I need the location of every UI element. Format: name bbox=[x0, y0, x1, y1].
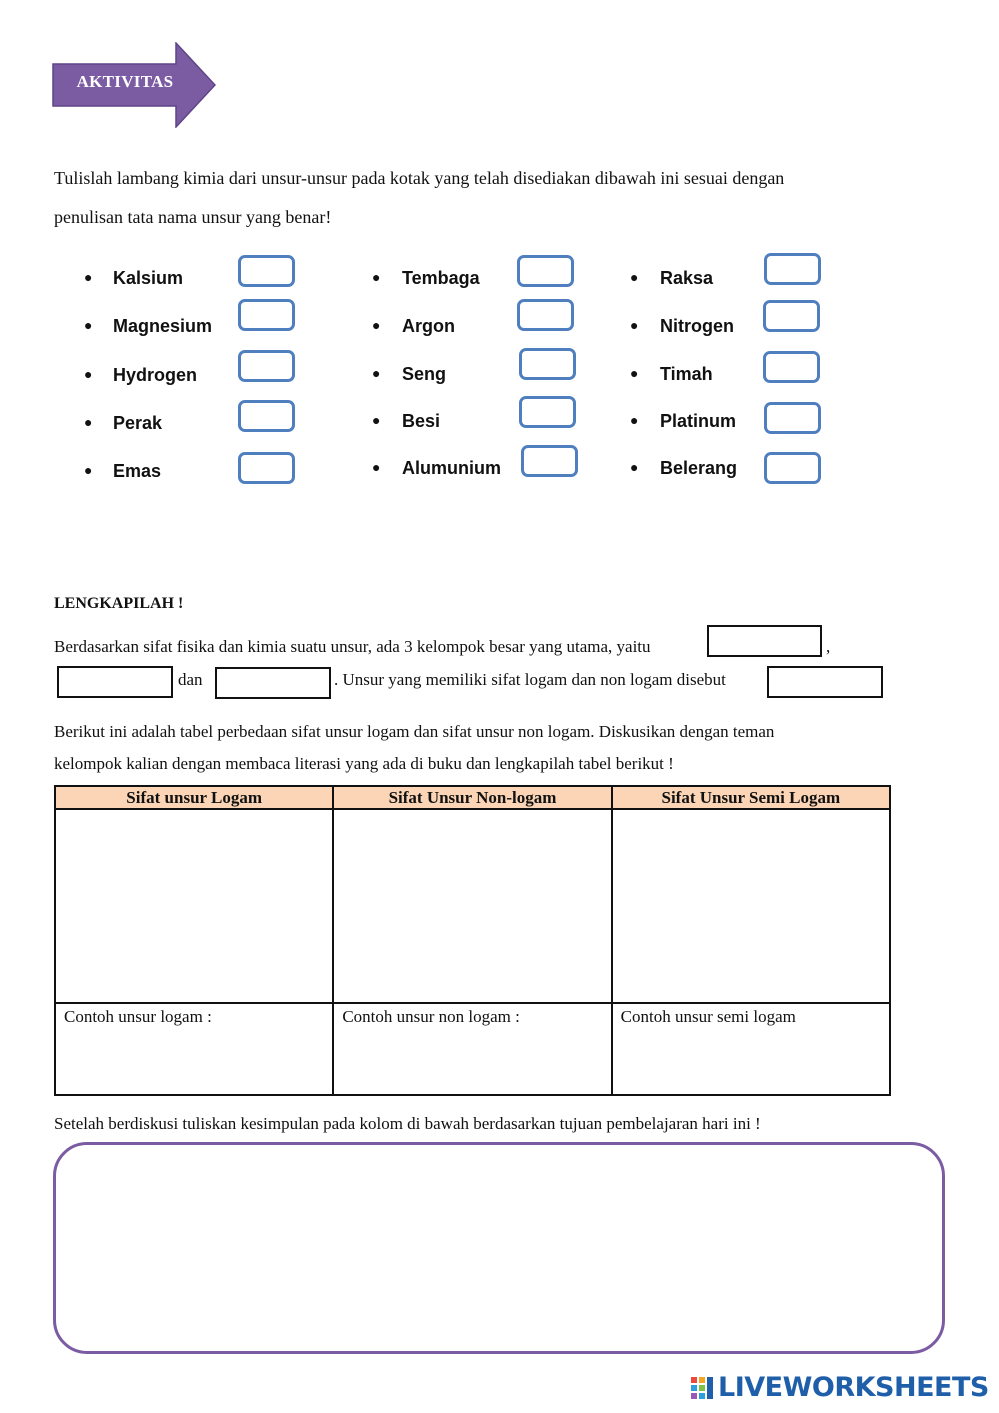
element-label: Raksa bbox=[660, 268, 714, 288]
symbol-answer-box[interactable] bbox=[517, 299, 574, 331]
symbol-answer-box[interactable] bbox=[764, 452, 821, 484]
table-header-row bbox=[55, 786, 890, 809]
symbol-answer-box[interactable] bbox=[238, 400, 295, 432]
metal-example-cell[interactable]: Contoh unsur logam : bbox=[55, 1003, 333, 1095]
element-label: Perak bbox=[113, 413, 163, 433]
bullet: ● bbox=[372, 461, 381, 476]
nonmetal-example-cell[interactable]: Contoh unsur non logam : bbox=[333, 1003, 611, 1095]
bullet: ● bbox=[372, 367, 381, 382]
table-intro-line-2: kelompok kalian dengan membaca literasi yang ada di buku dan lengkapilah tabel berikut ! bbox=[54, 754, 674, 773]
header-metal: Sifat unsur Logam bbox=[55, 786, 333, 809]
element-label: Argon bbox=[402, 316, 455, 336]
conclusion-box[interactable] bbox=[53, 1142, 945, 1354]
complete-sentence-1: Berdasarkan sifat fisika dan kimia suatu unsur, ada 3 kelompok besar yang utama, yaitu bbox=[54, 637, 651, 656]
instruction-line-1: Tulislah lambang kimia dari unsur-unsur pada kotak yang telah disediakan dibawah ini sesuai dengan bbox=[54, 168, 785, 188]
element-label: Nitrogen bbox=[660, 316, 734, 336]
element-label: Tembaga bbox=[402, 268, 480, 288]
metalloid-example-cell[interactable]: Contoh unsur semi logam bbox=[612, 1003, 890, 1095]
table-row bbox=[55, 809, 890, 1003]
bullet: ● bbox=[630, 414, 639, 429]
element-label: Magnesium bbox=[113, 316, 213, 336]
bullet: ● bbox=[630, 271, 639, 286]
bullet: ● bbox=[84, 416, 93, 431]
element-label: Emas bbox=[113, 461, 162, 481]
symbol-answer-box[interactable] bbox=[763, 351, 820, 383]
answer-blank-1[interactable] bbox=[707, 625, 822, 657]
lengkapilah-heading: LENGKAPILAH ! bbox=[54, 595, 184, 612]
answer-blank-2[interactable] bbox=[57, 666, 173, 698]
liveworksheets-logo-icon bbox=[690, 1376, 716, 1402]
instruction-line-2: penulisan tata nama unsur yang benar! bbox=[54, 207, 332, 227]
answer-blank-3[interactable] bbox=[215, 667, 331, 699]
symbol-answer-box[interactable] bbox=[763, 300, 820, 332]
table-row bbox=[55, 1003, 890, 1095]
symbol-answer-box[interactable] bbox=[517, 255, 574, 287]
symbol-answer-box[interactable] bbox=[519, 396, 576, 428]
symbol-answer-box[interactable] bbox=[521, 445, 578, 477]
symbol-answer-box[interactable] bbox=[764, 402, 821, 434]
answer-blank-4[interactable] bbox=[767, 666, 883, 698]
bullet: ● bbox=[84, 368, 93, 383]
liveworksheets-logo-text: LIVEWORKSHEETS bbox=[718, 1372, 989, 1403]
element-label: Alumunium bbox=[402, 458, 501, 478]
element-label: Timah bbox=[660, 364, 713, 384]
bullet: ● bbox=[84, 271, 93, 286]
symbol-answer-box[interactable] bbox=[238, 350, 295, 382]
bullet: ● bbox=[372, 271, 381, 286]
conclusion-prompt: Setelah berdiskusi tuliskan kesimpulan pada kolom di bawah berdasarkan tujuan pembelajaran hari ini ! bbox=[54, 1114, 761, 1133]
bullet: ● bbox=[630, 461, 639, 476]
metalloid-properties-cell[interactable] bbox=[612, 809, 890, 1003]
bullet: ● bbox=[630, 367, 639, 382]
symbol-answer-box[interactable] bbox=[519, 348, 576, 380]
banner-label: AKTIVITAS bbox=[76, 72, 174, 91]
nonmetal-properties-cell[interactable] bbox=[333, 809, 611, 1003]
symbol-answer-box[interactable] bbox=[238, 299, 295, 331]
element-label: Seng bbox=[402, 364, 447, 384]
element-label: Besi bbox=[402, 411, 441, 431]
bullet: ● bbox=[372, 414, 381, 429]
complete-sentence-2: . Unsur yang memiliki sifat logam dan non logam disebut bbox=[334, 670, 726, 689]
metal-properties-cell[interactable] bbox=[55, 809, 333, 1003]
symbol-answer-box[interactable] bbox=[238, 452, 295, 484]
element-label: Platinum bbox=[660, 411, 737, 431]
bullet: ● bbox=[84, 319, 93, 334]
element-label: Hydrogen bbox=[113, 365, 198, 385]
element-label: Belerang bbox=[660, 458, 738, 478]
header-nonmetal: Sifat Unsur Non-logam bbox=[333, 786, 611, 809]
bullet: ● bbox=[372, 319, 381, 334]
header-metalloid: Sifat Unsur Semi Logam bbox=[612, 786, 890, 809]
dan-text: dan bbox=[178, 670, 203, 689]
bullet: ● bbox=[630, 319, 639, 334]
bullet: ● bbox=[84, 464, 93, 479]
properties-table bbox=[54, 785, 891, 1096]
element-label: Kalsium bbox=[113, 268, 184, 288]
symbol-answer-box[interactable] bbox=[764, 253, 821, 285]
comma: , bbox=[826, 637, 831, 656]
table-intro-line-1: Berikut ini adalah tabel perbedaan sifat unsur logam dan sifat unsur non logam. Diskusikan dengan teman bbox=[54, 722, 775, 741]
symbol-answer-box[interactable] bbox=[238, 255, 295, 287]
